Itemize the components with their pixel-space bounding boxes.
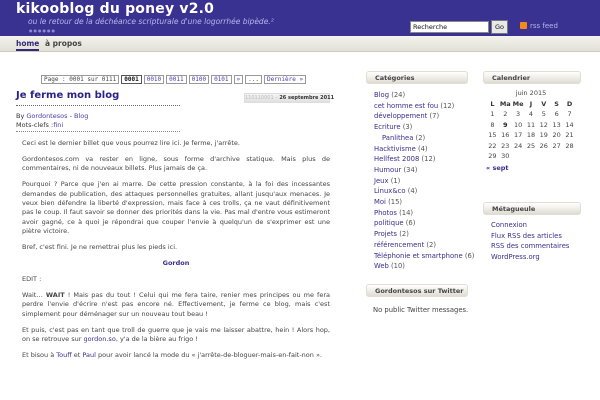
rss-icon: [520, 22, 527, 29]
category-link[interactable]: Blog: [74, 112, 89, 120]
post-date-value: 26 septembre 2011: [279, 95, 335, 101]
pagination-page[interactable]: 0100: [189, 75, 209, 84]
meta-item: [491, 220, 569, 231]
calendar: [486, 89, 576, 172]
nav-home[interactable]: home: [16, 39, 39, 51]
category-item: [374, 122, 474, 133]
category-item: [374, 208, 474, 219]
category-count: (14): [399, 208, 414, 217]
calendar-day: 25: [526, 141, 536, 150]
calendar-day: [550, 151, 563, 162]
meta-sep: -: [69, 112, 72, 120]
calendar-caption: juin 2015: [515, 89, 547, 97]
rss-feed-label: rss feed: [530, 22, 558, 30]
category-item: [374, 186, 474, 197]
calendar-day: 9: [503, 120, 508, 129]
category-count: (7): [429, 112, 440, 121]
category-item: [374, 218, 474, 229]
category-link[interactable]: Linux&co: [374, 187, 406, 196]
category-item: [374, 101, 474, 112]
category-count: (12): [440, 101, 455, 110]
paragraph: [22, 326, 330, 345]
calendar-day: 11: [526, 120, 536, 129]
calendar-day-header: J: [529, 100, 533, 108]
pagination-last[interactable]: Dernière »: [264, 75, 306, 84]
calendar-day: 1: [490, 110, 495, 119]
tags-prefix: Mots-clefs :: [16, 121, 54, 129]
category-count: (3): [402, 123, 413, 132]
meta-list: [491, 220, 569, 262]
divider: [16, 105, 180, 106]
paragraph: Gordontesos.com va rester en ligne, sous forme d'archive statique. Mais plus de commentaires, ni de nouveaux billets. Plus jamais de ça.: [22, 154, 330, 173]
search-input[interactable]: [410, 21, 489, 33]
meta-link[interactable]: Connexion: [491, 221, 527, 229]
new-blog-link[interactable]: gordon.so: [83, 335, 116, 343]
text-run: Et puis, c'est pas en tant que troll de guerre que je vais me laisser abattre, hein ! Alors hop, on se retrouve sur: [22, 325, 330, 343]
category-link[interactable]: Hacktivisme: [374, 144, 416, 153]
category-count: (6): [464, 251, 475, 260]
category-item: [374, 261, 474, 272]
category-link[interactable]: Moi: [374, 198, 386, 207]
pagination-current: 0001: [121, 75, 141, 84]
text-run: , y'a de la bière au frigo !: [115, 335, 198, 343]
category-count: (34): [403, 165, 418, 174]
calendar-day-header: L: [490, 100, 495, 108]
calendar-day-header: Me: [512, 100, 524, 108]
site-tagline: ou le retour de la déchéance scripturale d'une logorrhée bipède.²: [28, 17, 274, 26]
calendar-day: 8: [490, 120, 495, 129]
text-run: ! Mais pas du tout ! Celui qui me fera taire, renier mes principes ou me fera perdre l'envie d'écrire n'est pas encore né. Effectivement, je ferme ce blog, mais c'est simplement pour déménager sur un nouveau tout beau !: [22, 290, 330, 318]
meta-link[interactable]: RSS des commentaires: [491, 242, 570, 251]
calendar-day: 7: [567, 110, 572, 119]
category-count: (2): [415, 133, 426, 142]
category-item: [374, 154, 474, 165]
tag-link[interactable]: fini: [53, 121, 64, 129]
paragraph: Ceci est le dernier billet que vous pourrez lire ici. Je ferme, j'arrête.: [22, 139, 240, 147]
paragraph: [22, 351, 330, 360]
meta-heading: Métagueule: [483, 202, 581, 215]
calendar-day: 12: [539, 120, 548, 129]
pagination-page[interactable]: 0010: [144, 75, 164, 84]
calendar-day: [512, 151, 525, 162]
calendar-day-header: D: [566, 100, 573, 108]
calendar-day: 19: [539, 131, 548, 140]
text-run: Wait…: [22, 290, 46, 299]
category-count: (1): [390, 176, 401, 185]
category-link[interactable]: Panlithea: [382, 133, 414, 142]
calendar-day: 21: [565, 131, 574, 140]
category-link[interactable]: Hellfest 2008: [374, 155, 420, 164]
post-meta: [16, 112, 88, 130]
calendar-table: [486, 99, 576, 162]
category-count: (15): [388, 198, 403, 207]
author-link[interactable]: Gordontesos: [26, 112, 68, 120]
paragraph: [22, 291, 330, 319]
meta-item: [491, 241, 569, 252]
category-link[interactable]: Web: [374, 262, 389, 271]
calendar-day: 15: [488, 131, 497, 140]
calendar-day: 30: [501, 152, 510, 161]
calendar-day: 22: [488, 141, 497, 150]
rss-feed-link[interactable]: [520, 22, 558, 30]
edit-label: EDIT :: [22, 274, 42, 283]
signature: Gordon: [162, 259, 190, 268]
calendar-day: 13: [552, 120, 561, 129]
calendar-day: 29: [488, 152, 497, 161]
calendar-day: 28: [565, 141, 574, 150]
calendar-day-header: Ma: [499, 100, 511, 108]
pagination-ellipsis: ...: [245, 75, 262, 84]
calendar-day: [563, 151, 576, 162]
categories-heading: Catégories: [366, 71, 468, 84]
meta-link[interactable]: WordPress.org: [491, 252, 540, 261]
category-item: [374, 240, 474, 251]
category-link[interactable]: Projets: [374, 230, 398, 239]
category-link[interactable]: politique: [374, 219, 404, 228]
calendar-day: 4: [528, 110, 534, 119]
category-item: [374, 144, 474, 155]
category-item: [374, 229, 474, 240]
category-item: [374, 165, 474, 176]
calendar-day: 18: [526, 131, 536, 140]
author-prefix: By: [16, 112, 25, 120]
calendar-prev-link[interactable]: « sept: [486, 163, 509, 172]
calendar-day-header: V: [541, 100, 547, 108]
category-link[interactable]: cet homme est fou: [374, 101, 439, 110]
paragraph: Pourquoi ? Parce que j'en ai marre. De cette pression constante, à la foi des incessantes demandes de publication, des attaques personnelles gratuites, allant jusqu'aux menaces. Je veux bien défendre la liberté d'expression, mais face à ces trolls, ça ne vaut définitivement pas le coup. Il faut savoir se donner des priorités dans la vie. Pas mal d'entre vous estimeront avoir gagné, ce à quoi je répondrai que couper l'envie à quelqu'un de s'exprimer est une piètre victoire.: [22, 180, 330, 236]
text-run: Et bisou à: [22, 350, 57, 359]
calendar-day: 17: [513, 131, 523, 140]
pagination-page[interactable]: 0011: [166, 75, 186, 84]
text-bold: WAIT: [45, 290, 65, 299]
calendar-day: 6: [554, 110, 559, 119]
category-link[interactable]: Ecriture: [374, 123, 401, 132]
nav-about[interactable]: à propos: [45, 39, 82, 48]
post-content: [22, 139, 330, 367]
twitter-heading: Gordontesos sur Twitter: [366, 284, 468, 297]
site-title[interactable]: kikooblog du poney v2.0: [16, 1, 215, 17]
category-link[interactable]: développement: [374, 112, 428, 121]
category-link[interactable]: Photos: [374, 208, 397, 217]
category-count: (6): [405, 219, 416, 228]
divider: [16, 131, 180, 132]
meta-link[interactable]: Flux RSS des articles: [491, 231, 562, 240]
calendar-day: 27: [552, 141, 561, 150]
calendar-day: 10: [513, 120, 523, 129]
category-link[interactable]: référencement: [374, 240, 425, 249]
calendar-day: 26: [539, 141, 548, 150]
pagination-next[interactable]: »: [234, 75, 244, 84]
search-button[interactable]: Go: [491, 20, 508, 34]
categories-list: [374, 90, 474, 272]
category-item: [374, 111, 474, 122]
twitter-text: No public Twitter messages.: [373, 306, 469, 314]
calendar-day: 14: [565, 120, 574, 129]
calendar-day: 2: [503, 110, 508, 119]
pagination: [41, 75, 306, 84]
category-count: (4): [407, 187, 418, 196]
paragraph: Bref, c'est fini. Je ne remettrai plus les pieds ici.: [22, 243, 178, 252]
calendar-day: 23: [501, 141, 510, 150]
calendar-day: 3: [516, 110, 521, 119]
category-item: [374, 176, 474, 187]
paul-link[interactable]: Paul: [82, 350, 96, 359]
category-link[interactable]: Humour: [374, 165, 402, 174]
category-count: (24): [391, 91, 406, 99]
decorative-dots: ●●●●●●: [29, 28, 56, 33]
post-date-prefix: 110110001 –: [245, 95, 278, 101]
category-item: [374, 90, 474, 101]
touff-link[interactable]: Touff: [56, 350, 72, 359]
category-item: [374, 251, 474, 262]
category-count: (2): [399, 230, 409, 239]
post-date: [244, 93, 335, 103]
text-run: et: [71, 350, 83, 359]
category-item: [374, 197, 474, 208]
pagination-page[interactable]: 0101: [211, 75, 231, 84]
category-count: (4): [417, 144, 428, 153]
category-link[interactable]: Téléphonie et smartphone: [374, 251, 463, 260]
calendar-day: 20: [552, 131, 561, 140]
calendar-heading: Calendrier: [483, 71, 581, 84]
category-link[interactable]: Blog: [374, 91, 390, 99]
calendar-day: 24: [513, 141, 523, 150]
category-count: (2): [426, 240, 437, 249]
calendar-day: 5: [541, 110, 546, 119]
pagination-label: Page : 0001 sur 0111: [41, 75, 119, 84]
meta-item: [491, 231, 569, 242]
calendar-day: [525, 151, 538, 162]
category-item: [374, 133, 474, 144]
site-header: [0, 0, 600, 36]
category-link[interactable]: Jeux: [374, 176, 389, 185]
category-count: (10): [391, 262, 405, 271]
calendar-day: 16: [501, 131, 510, 140]
post-title[interactable]: Je ferme mon blog: [16, 90, 120, 101]
calendar-day-header: S: [554, 100, 559, 108]
text-run: pour avoir lancé la mode du « j'arrête-de-bloguer-mais-en-fait-non ».: [95, 350, 322, 359]
calendar-day: [537, 151, 550, 162]
meta-item: [491, 252, 569, 263]
main-nav: [0, 36, 600, 52]
category-count: (12): [421, 155, 436, 164]
